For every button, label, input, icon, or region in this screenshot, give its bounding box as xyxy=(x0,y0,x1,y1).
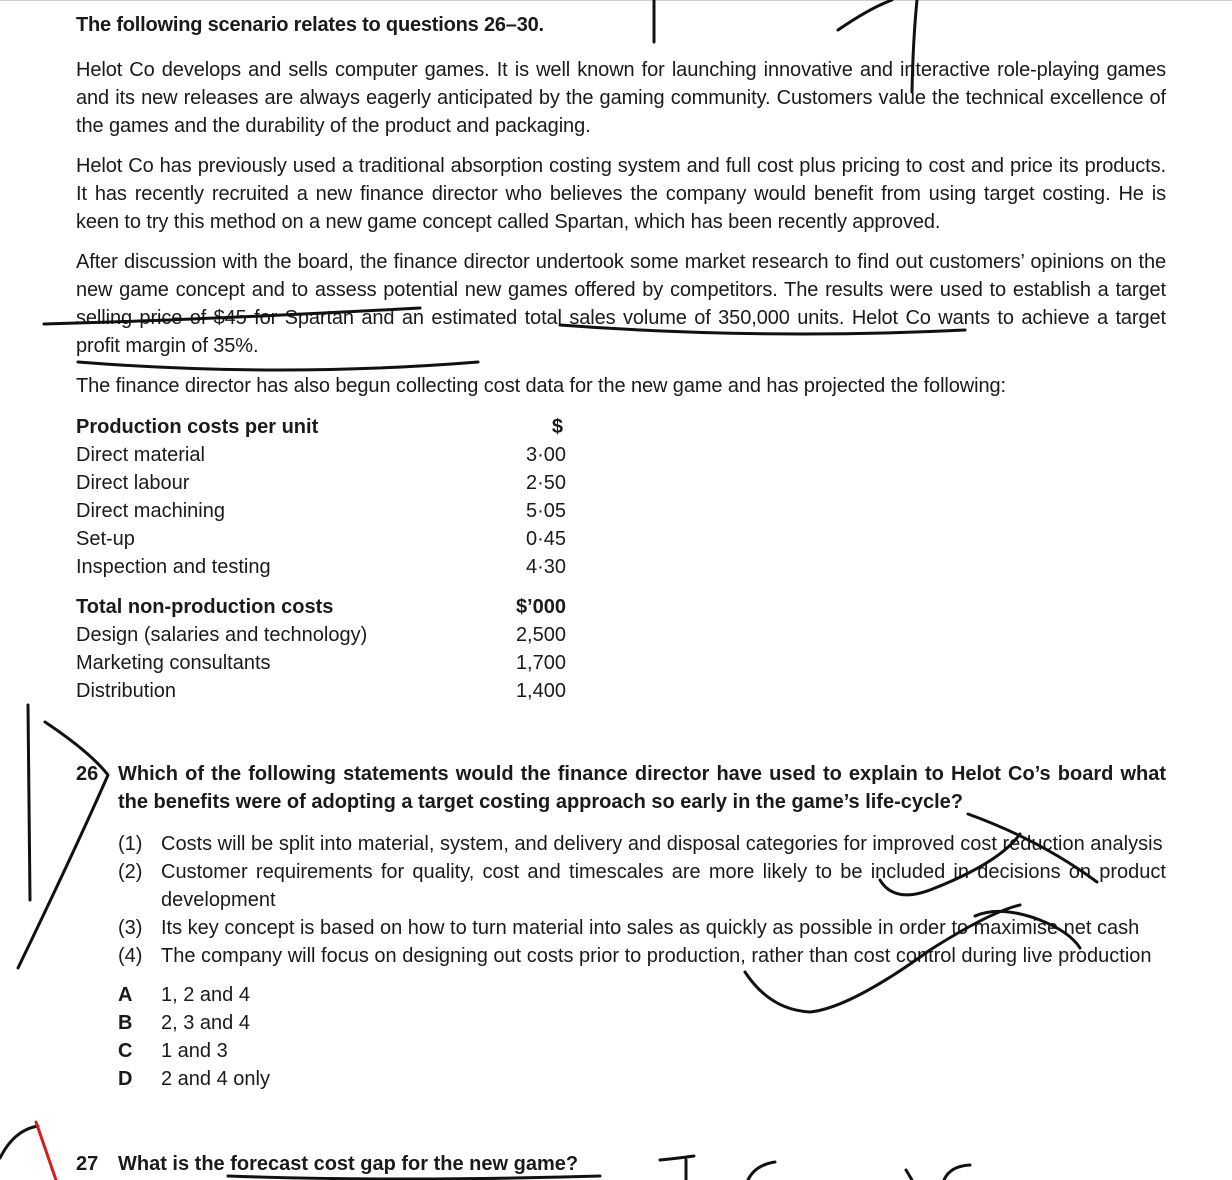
option-letter: A xyxy=(118,984,133,1006)
option-text: 2 and 4 only xyxy=(161,1068,270,1090)
non-production-costs-table xyxy=(76,593,566,705)
cost-value: 1,700 xyxy=(515,652,566,674)
scenario-paragraph-2: Helot Co has previously used a traditional absorption costing system and full cost plus pricing to cost and price its products. It has recently recruited a new finance director who believes the company would benefit from using target costing. He is keen to try this method on a new game concept called Spartan, which has been recently approved. xyxy=(76,155,1166,233)
option-letter: D xyxy=(118,1068,133,1090)
table-header-label: Total non-production costs xyxy=(76,596,334,618)
table-row xyxy=(76,469,566,497)
table-header-label: Production costs per unit xyxy=(76,416,319,438)
question-number: 26 xyxy=(76,763,99,785)
cost-label: Set-up xyxy=(76,528,135,550)
question-26-statements xyxy=(118,830,1166,970)
statement-item xyxy=(118,830,1166,858)
statement-number: (3) xyxy=(118,917,143,939)
table-row xyxy=(76,497,566,525)
cost-value: 5·05 xyxy=(525,500,566,522)
production-costs-table xyxy=(76,413,566,581)
statement-item xyxy=(118,858,1166,914)
answer-mark-d-left xyxy=(28,705,30,900)
cost-value: 3·00 xyxy=(525,444,566,466)
statement-text: Costs will be split into material, system, and delivery and disposal categories for improved cost reduction analysis xyxy=(161,833,1163,855)
cost-label: Design (salaries and technology) xyxy=(76,624,368,646)
cost-label: Marketing consultants xyxy=(76,652,271,674)
table-row xyxy=(76,621,566,649)
table-row xyxy=(76,525,566,553)
statement-number: (4) xyxy=(118,945,143,967)
table-header-unit: $ xyxy=(551,416,563,438)
option-letter: C xyxy=(118,1040,133,1062)
answer-option-d[interactable] xyxy=(118,1065,270,1093)
scenario-paragraph-1: Helot Co develops and sells computer games. It is well known for launching innovative and interactive role-playing games and its new releases are always eagerly anticipated by the gaming community. Customers value the technical excellence of the games and the durability of the product and packaging. xyxy=(76,59,1166,137)
table-header-row xyxy=(76,413,566,441)
answer-option-c[interactable] xyxy=(118,1037,270,1065)
statement-text: The company will focus on designing out costs prior to production, rather than cost control during live production xyxy=(161,945,1152,967)
pen-stroke-top-diagonal xyxy=(838,0,892,30)
statement-item xyxy=(118,942,1166,970)
statement-number: (2) xyxy=(118,861,143,883)
scenario-paragraph-3: After discussion with the board, the finance director undertook some market research to find out customers’ opinions on the new game concept and to assess potential new games offered by competitors. The results were used to establish a target selling price of $45 for Spartan and an estimated total sales volume of 350,000 units. Helot Co wants to achieve a target profit margin of 35%. xyxy=(76,251,1166,357)
question-26 xyxy=(76,760,1166,816)
table-row xyxy=(76,649,566,677)
cost-label: Direct material xyxy=(76,444,205,466)
question-text: What is the forecast cost gap for the new game? xyxy=(118,1153,579,1175)
option-text: 2, 3 and 4 xyxy=(161,1012,250,1034)
pen-stroke-bottom-left-curve xyxy=(0,1126,38,1158)
cost-value: 1,400 xyxy=(515,680,566,702)
statement-text: Customer requirements for quality, cost and timescales are more likely to be included in decisions on product development xyxy=(161,861,1166,911)
question-number: 27 xyxy=(76,1153,99,1175)
table-row xyxy=(76,677,566,705)
statement-item xyxy=(118,914,1166,942)
answer-option-a[interactable] xyxy=(118,981,270,1009)
cost-label: Distribution xyxy=(76,680,177,702)
cost-label: Inspection and testing xyxy=(76,556,271,578)
table-row xyxy=(76,441,566,469)
statement-number: (1) xyxy=(118,833,143,855)
answer-mark-d-curve xyxy=(18,722,108,968)
red-pen-stroke xyxy=(36,1122,56,1180)
cost-value: 4·30 xyxy=(525,556,566,578)
cost-value: 0·45 xyxy=(525,528,566,550)
question-text: Which of the following statements would the finance director have used to explain to Helot Co’s board what the benefits were of adopting a target costing approach so early in the game’s life-cycle? xyxy=(118,763,1166,813)
table-header-row xyxy=(76,593,566,621)
option-letter: B xyxy=(118,1012,133,1034)
top-border xyxy=(0,0,1232,1)
scenario-heading: The following scenario relates to questions 26–30. xyxy=(76,14,544,36)
option-text: 1 and 3 xyxy=(161,1040,228,1062)
answer-option-b[interactable] xyxy=(118,1009,270,1037)
table-row xyxy=(76,553,566,581)
cost-value: 2,500 xyxy=(515,624,566,646)
cost-label: Direct machining xyxy=(76,500,225,522)
question-27 xyxy=(76,1150,1166,1178)
question-26-options xyxy=(118,981,270,1093)
option-text: 1, 2 and 4 xyxy=(161,984,250,1006)
cost-value: 2·50 xyxy=(525,472,566,494)
scenario-paragraph-4: The finance director has also begun collecting cost data for the new game and has projected the following: xyxy=(76,375,1006,397)
statement-text: Its key concept is based on how to turn material into sales as quickly as possible in order to maximise net cash xyxy=(161,917,1140,939)
cost-label: Direct labour xyxy=(76,472,190,494)
underline-profit-margin xyxy=(78,362,478,370)
table-header-unit: $’000 xyxy=(515,596,566,618)
